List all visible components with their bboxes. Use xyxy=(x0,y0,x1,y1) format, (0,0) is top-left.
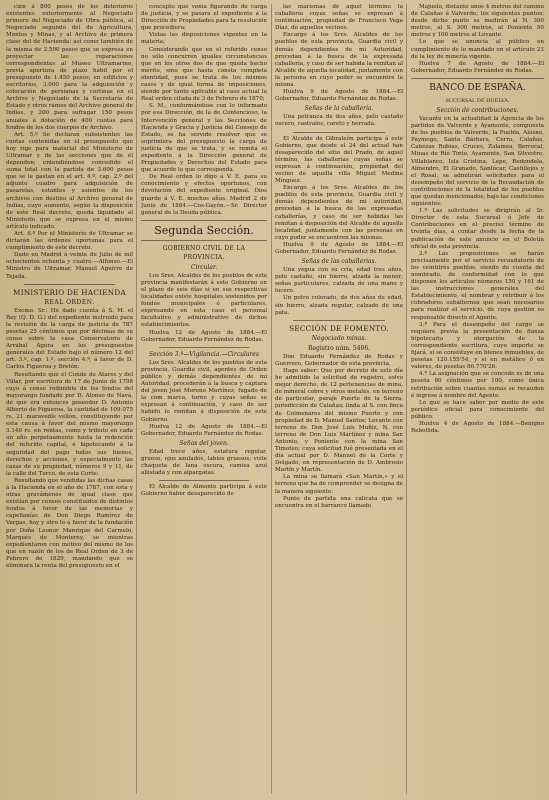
signature-line: Huelva 9 de Agosto de 1884.—El Gobernador, Eduardo Fernández de Rodas. xyxy=(275,241,403,255)
subheader: Señas de la caballería. xyxy=(304,105,374,113)
signature-line: Huelva 7 de Agosto de 1884.—El Gobernador, Eduardo Fernández de Rodas. xyxy=(411,60,544,74)
divider xyxy=(141,220,267,221)
paragraph: Don Eduardo Fernández de Rodas y Guerrero, Gobernador de esta provincia. xyxy=(275,353,403,367)
subheader: Negociado minas. xyxy=(311,334,367,342)
section-header: SECCIÓN DE FOMENTO. xyxy=(289,323,389,333)
section-title: Segunda Sección. xyxy=(154,223,254,237)
paragraph: Resultando que vendidas las dichas casas á la Hacienda en el año de 1787, con esta y otras gravámenes de igual clase que existían por censos constituidos de distintos fondos á favor de las memorias y capellanías de Don Diego Ramírez de Vargas, hoy y otro lo á favor de la fundación por Doña Leonor Manrique del Carmelo, Marqués de Monterey, se mientras expedientaron con motivo del mismo de los que en razón de los de Real Orden de 3 de Febrero de 1829, mandando que se eliminara la renta del presupuesto en el xyxy=(6,477,133,570)
subheader: Sección de contribuciones. xyxy=(436,106,519,114)
paragraph: 1.ª Las solicitudes se dirigirán al Sr. Director de esta Sucursal ó Jefe de Contribuciones en el preciso término de treinta días, á contar desde la fecha de la publicación de este anuncio en el Boletín oficial de esta provincia. xyxy=(411,208,544,250)
column-divider xyxy=(271,4,272,794)
divider xyxy=(293,132,385,133)
column-divider xyxy=(136,4,137,794)
paragraph: Dado en Madrid á veinte de Julio de mil ochocientos ochenta y cuatro.—Alfonso.—El Ministro de Ultramar, Manuel Aguirre de Tejada. xyxy=(6,252,133,280)
subheader: Circular. xyxy=(190,263,218,271)
paragraph: concepto que venía figurando de carga de justicia, y se pasara el expediente á la Dirección de Propiedades para la resolución que procediera; xyxy=(141,4,267,32)
paragraph: Encargo á los Sres. Alcaldes de los pueblos de esta provincia, Guardia civil y demás dependientes de mi autoridad, procedan á la busca de las expresadas caballerías, y caso de ser habidas las remitan á disposición del Alcalde de aquella localidad, juntamente con las personas en cuyo poder se encuentren las mismas. xyxy=(275,185,403,241)
paragraph: cién á 800 pesos de los deterioros existentes exteriormente al Negociado primero del Negociado de Obra pública, al Negociado segundo del de Agricultura, Montes y Minas, y al Archivo de primera clase del de Hacienda; así como también de la misma de 2.500 pesos que se expresa en proyectar las reparaciones correspondientes al Museo Ultramarino, previa apertura de plazo hábil por el presupuesto de 1.450 pesos, en edificios y escritorios, 3.000 para la adquisición y colocación de persianas y cortinas en el Archivo y Negociado de la Secretaría de Estado y otros ramos del Archivo general de Indias, y 200 para sufragar 150 pesos anuales á dotación de 400 cuotas para fondos de los dos cuerpos de Archivo. xyxy=(6,4,133,131)
paragraph: 2.ª Las proposiciones se harán precisamente por el servicio recaudatorio de los veintitrés pueblos, siendo de cuenta del nombrado, de conformidad con lo que disponen los artículos números 150 y 161 de las instrucciones generales del Establecimiento, el nombrar y retribuir á los cobradores subalternos que sean necesarios para realizar el servicio, de cuya gestión es responsable directo el Agente. xyxy=(411,250,544,321)
column-3 xyxy=(275,4,403,794)
paragraph: Una yegua con su cría, edad tres años, pelo castaño, sin hierro, alzada la menor; señas particulares, calzada de una mano y lucero. xyxy=(275,267,403,295)
paragraph: 3.ª Para el desempeño del cargo se requiere previa la presentación de fianza hipotecaria y otorgación de la correspondiente escritura, cuyo importe se fijará, si se constituye en bienes inmuebles, de pesetas 120.155'54, y si en metálico ó en valores, de pesetas 86.770'26. xyxy=(411,321,544,371)
paragraph: La mina se llamará «San Martín,» y el terreno que ha de comprender se designa de la manera siguiente: xyxy=(275,474,403,495)
signature-line: Huelva 12 de Agosto de 1884.—El Gobernador, Eduardo Fernández de Rodas. xyxy=(141,423,267,437)
signature-line: Huelva 12 de Agosto de 1884.—El Gobernador, Eduardo Fernández de Rodas. xyxy=(141,329,267,343)
paragraph: S. M., conformándose con lo informado por esa Dirección, de la de Contencioso, la Intervención general y las Secciones de Hacienda y Gracia y Justicia del Consejo de Estado, se ha servido resolver que se suprimiera del presupuesto la carga de justicia de que se trata, y se remita el expediente á la Dirección general de Propiedades y Derechos del Estado para que acuerde lo que corresponda. xyxy=(141,103,267,174)
divider xyxy=(141,240,267,241)
divider xyxy=(159,347,249,348)
paragraph: Art. 5.º Se declaran subsistentes las cuotas contenidas en el presupuesto que hoy rige para material del Ministerio de Ultramar y de las secciones que de él dependen; entendiéndose concedido el suma total con la partida de 3.600 pesos que se le gastan en el art. 4.º, cap. 2.º del adjunto cuadro para adquisición de pasarelas, estantes y asientos de los archivos con destino al Archivo general de Indias, cuyo aumento, según la disposición de este Real decreto, queda liquidado al Ministerio que se expresa en el mismo artículo indicado. xyxy=(6,131,133,230)
paragraph: Lo que se anuncia al público en cumplimiento de lo mandado en el artículo 23 de la ley de minería vigente. xyxy=(411,39,544,60)
paragraph: Edad trece años, estatura regular, grueso, ojos azulados, labios gruesos; viste chaqueta de lana oscura, camisa azul allistada y con alpargatas. xyxy=(141,448,267,477)
divider xyxy=(411,78,544,79)
paragraph: Considerando que en el referido censo no sólo concurren iguales circunstancias que en los otros dos de que queda hecho mérito, sino que hasta consta completa identidad, pues se trata de los mismos casos y de igual forma de imposiciones, siendo por tanto aplicable al caso actual la Real orden citada de 3 de Febrero de 1870; xyxy=(141,46,267,103)
subheader: SUCURSAL DE HUELVA. xyxy=(445,97,510,104)
paragraph: las marismas de aquel término la caballería cuyas señas se expresan á continuación, propiedad de Francisco Vega Díaz, de aquellos vecinos. xyxy=(275,4,403,32)
column-divider xyxy=(406,4,407,794)
subheader: Señas del joven. xyxy=(179,439,229,447)
paragraph: Lo que se hace saber por medio de este periódico oficial para conocimiento del público. xyxy=(411,399,544,420)
subheader: Señas de las caballerías. xyxy=(301,258,377,266)
paragraph: Los Sres. Alcaldes de los pueblos de esta provincia manifestarán á este Gobierno en el plazo de seis días si en sus respectivas localidades existe hospitales sostenidos por fondos municipales ó particulares, expresando en esta caso el personal facultativo y administrativo de dichos establecimientos. xyxy=(141,272,267,329)
divider xyxy=(293,320,385,321)
paragraph: 4.ª La asignación que se concede es de una peseta 80 céntimos por 100, como única retribución sobre cuantas sumas se recauden é ingrese á nombre del Agente. xyxy=(411,371,544,399)
paragraph: Majuelo, distante unos 4 metros del camino de Calañas á Valverde; los siguientes puntos: desde dicho punto se medirán al N. 300 metros, al S. 300 metros, al Poniente 50 metros y 100 metros al Levante. xyxy=(411,4,544,39)
signature-line: Huelva 4 de Agosto de 1884.—Benigno Rebollida. xyxy=(411,420,544,435)
subheader: REAL ORDEN. xyxy=(44,298,95,306)
paragraph: Un potro colorado, de dos años de edad, sin hierro, alzada regular, calzado de una pata. xyxy=(275,295,403,316)
paragraph: Hago saber: Que por decreto de este día he admitido la solicitud de registro, solvo mejor derecho, de 12 pertenencias de mina, de mineral cobre y otros metales, en terreno de particular, paraje Puerto de la Sierra, jurisdicción de Calañas; linda al S. con finca de Colmenares del mismo Puerto y con propiedad de D. Manuel Santos; Levante con terreno de Don José Luis Muñiz, N. con terreno de Don Luis Martínez y mina San Antonio, y Poniente con la mina San Timoteo; cuya solicitud fué presentada en el día actual por D. Manuel de la Corte y Delgado, en representación de D. Ambrosio Martín y Martín. xyxy=(275,367,403,474)
paragraph: De Real orden lo digo á V. E. para su conocimiento y efectos oportunos, con devolución del expediente original. Dios guarde á V. E. muchos años. Madrid 2 de Junio de 1884.—Cos-Gayón.—Sr. Director general de la Deuda pública. xyxy=(141,174,267,216)
column-1 xyxy=(6,4,133,794)
section-header: MINISTERIO DE HACIENDA xyxy=(13,287,126,297)
paragraph: El Alcalde de Gibraleón participa á este Gobierno, que desde el 24 del actual han desaparecido del sitio del Prado, de aquel término, las caballerías cuyas señas se expresan á continuación, propiedad del vecino de aquella villa Miguel Medina Mínguez. xyxy=(275,135,403,185)
section-header: GOBIERNO CIVIL DE LA PROVINCIA. xyxy=(162,244,246,261)
paragraph: Vistas las disposiciones vigentes en la materia; xyxy=(141,32,267,46)
paragraph: Art. 6.º Por el Ministerio de Ultramar se dictarán las órdenes oportunas para el cumplimiento de este decreto. xyxy=(6,231,133,252)
paragraph: Una potranca de dos años, pelo castaño oscuro, castrales, careto y herrada. xyxy=(275,114,403,128)
subheader: Sección 3.ª—Vigilancia.—Circulares xyxy=(149,350,259,358)
section-header: BANCO DE ESPAÑA. xyxy=(429,82,526,93)
column-2 xyxy=(141,4,267,794)
registry-number: Registro núm. 5406. xyxy=(307,344,371,352)
paragraph: Punto de partida una calicata que se encuentra en el barranco llamado xyxy=(275,495,403,509)
paragraph: El Alcalde de Almonte participa á este Gobierno haber desaparecido de xyxy=(141,484,267,498)
signature-line: Huelva 9 de Agosto de 1884.—El Gobernador, Eduardo Fernández de Rodas. xyxy=(275,89,403,103)
paragraph: Resultando que el Conde de Atares y del Villar, por escritura de 17 de Junio de 1798 cuyo á censo redimible de los fondos del mayorazgo fundado por D. Alonso de Nava, de que era entonces poseedor D. Antonio Alberto de Figueroa, la cantidad de 109.075 rs. 21 maravedís vellón, constituyendo por esta causa á favor del mismo mayorazgo 3.140 rs. en rentas, como y tributo en cada un año perpetuamente hasta la redención del referido capital, é hipotecando á la seguridad del pago todos sus bienes, derechos y acciones, y especialmente las casas de su propiedad, números 9 y 11, de la calle del Turco, de esta Corte: xyxy=(6,371,133,477)
paragraph: Los Sres. Alcaldes de los pueblos de esta provincia, Guardia civil, agentes de Orden público y demás dependientes de mi Autoridad, procederán á la busca y captura del joven José Moreno Martínez, fugado de la com marca, torno y cuyas señas se expresan á continuación, y caso de ser habido lo remitan á disposición de este Gobierno. xyxy=(141,359,267,423)
paragraph: Vacante en la actualidad la Agencia de los partidos de Valverde y Ayamonte, compuesta de los pueblos de Valverde, la Puebla, Alosno, Paymogo, Santa Bárbara, Cerro, Calañas, Cabezas Rubias, Cruces, Zalamea, Berrocal, Minas de Río Tinto, Ayamonte, San Silvestre, Villablanco, Isla Cristina, Lepe, Redondela, Almendro, El Granado, Sanlúcar, Castillejos y el Rosal, se admitirán solicitudes para el desempeño del servicio de la Recaudación de contribuciones de la totalidad de los pueblos que quedan mencionados, bajo las condiciones siguientes: xyxy=(411,115,544,208)
divider xyxy=(24,284,115,285)
column-4 xyxy=(411,4,544,794)
paragraph: Excmo. Sr.: He dado cuenta á S. M. el Rey (Q. D. G.) del expediente instruido para la revisión de la carga de justicia de 787 pesetas 25 céntimos que por décimas de su censo sobre la casa Conservatorio de Arrabal Ágora en los presupuestos generales del Estado bajo el número 12 del art. 3.º, cap. 1.º, sección 4.ª, á favor de D. Carlos Figueroa y Bretón: xyxy=(6,307,133,371)
paragraph: Encargo á los Sres. Alcaldes de los pueblos de esta provincia, Guardia civil y demás dependientes de mi Autoridad, procedan á la busca de la expresada caballería, y caso de ser habida la remitan al Alcalde de aquella localidad, juntamente con la persona en cuyo poder se encuentre la misma. xyxy=(275,32,403,89)
divider xyxy=(159,480,249,481)
